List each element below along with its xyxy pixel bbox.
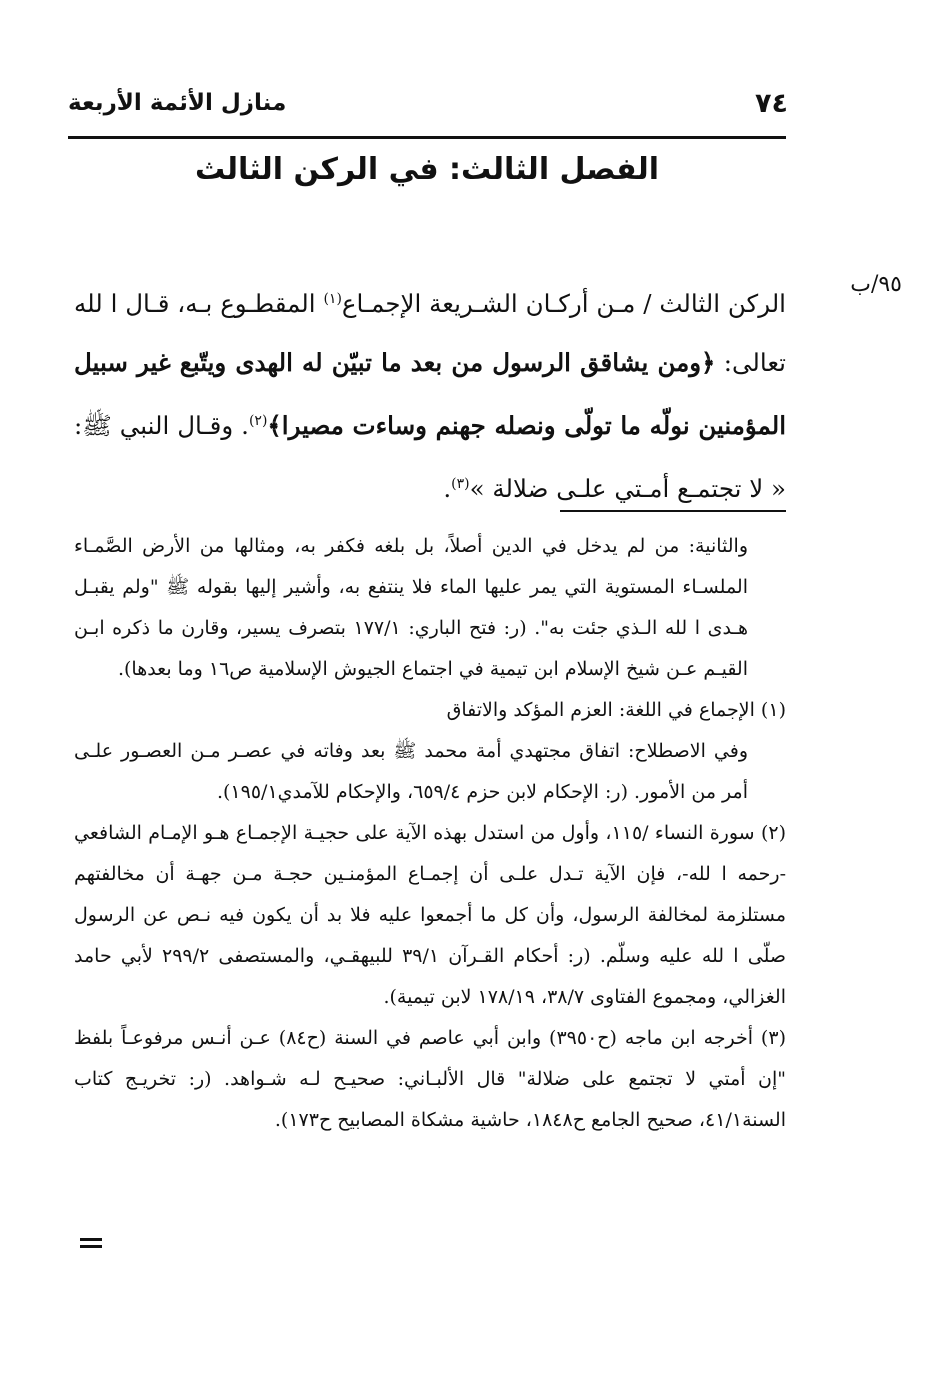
page-number: ٧٤ — [755, 88, 788, 119]
footnote-2: (٢) سورة النساء /١١٥، وأول من استدل بهذه الآية على حجيـة الإجمـاع هـو الإمـام الشافعي -رحمه ا لله-، فإن الآية تـدل علـى أن إجمـاع المؤمنـين حجـة مـن جهـة أن مخالفتهم مستلزمة لمخالفة الرسول، وأن كل ما أجمعوا عليه فلا بد أن يكون فيه نـص عن الرسول صلّى ا لله عليه وسلّم. (ر: أحكام القـرآن ٣٩/١ للبيهقـي، والمستصفى ٢٩٩/٢ لأبي حامد الغزالي، ومجموع الفتاوى ٣٨/٧، ١٧٨/١٩ لابن تيمية). — [74, 822, 786, 1008]
section-end-mark — [80, 1236, 102, 1250]
main-text-part: . — [443, 474, 452, 504]
running-header — [68, 88, 788, 126]
main-paragraph — [74, 270, 786, 518]
footnote-ref-2[interactable]: (٢) — [248, 413, 268, 430]
footnote-continuation: والثانية: من لم يدخل في الدين أصلاً، بل بلغه فكفر به، ومثالها من الأرض الصَّمـاء الملسـاء المستوية التي يمر عليها الماء فلا ينتفع به، وأشير إليها بقوله ﷺ "ولم يقبـل هـدى ا لله الـذي جئت به". (ر: فتح الباري: ١٧٧/١ بتصرف يسير، وقارن ما ذكره ابـن القيـم عـن شيخ الإسلام ابن تيمية في اجتماع الجيوش الإسلامية ص١٦ وما بعدها). — [74, 535, 749, 680]
footnote-3: (٣) أخرجه ابن ماجه (ح٣٩٥٠) وابن أبي عاصم في السنة (ح٨٤) عـن أنـس مرفوعـاً بلفظ "إن أمتي لا تجتمع على ضلالة" قال الألبـاني: صحيـح لـه شـواهد. (ر: تخريـج كتاب السنة٤١/١، صحيح الجامع ح١٨٤٨، حاشية مشكاة المصابيح ح١٧٣). — [74, 1027, 786, 1131]
book-title: منازل الأئمة الأربعة — [68, 90, 287, 116]
chapter-title: الفصل الثالث: في الركن الثالث — [194, 152, 660, 187]
footnote-1-definition: وفي الاصطلاح: اتفاق مجتهدي أمة محمد ﷺ بعد وفاته في عصـر مـن العصـور علـى أمر من الأمور. (ر: الإحكام لابن حزم ٦٥٩/٤، والإحكام للآمدي١٩٥/١). — [74, 740, 748, 803]
quran-verse: ﴿ومن يشاقق الرسول من بعد ما تبيّن له الهدى ويتّبع غير سبيل المؤمنين نولّه ما تولّى ونصله جهنم وساءت مصيرا﴾ — [74, 348, 787, 441]
footnote-ref-1[interactable]: (١) — [323, 291, 342, 307]
manuscript-folio-ref: ٩٥/ب — [850, 272, 902, 297]
main-text-part: . وقـال النبي ﷺ: « لا تجتمـع أمـتي علـى ضلالة » — [74, 411, 786, 504]
main-text-part: المقطـوع بـه، قـال ا لله تعالى: — [74, 289, 786, 378]
footnote-ref-3[interactable]: (٣) — [451, 476, 470, 493]
main-text-part: الركن الثالث / مـن أركـان الشـريعة الإجمـاع — [341, 289, 786, 319]
footnotes-section — [74, 526, 786, 1141]
header-rule — [68, 136, 786, 139]
footnote-1: (١) الإجماع في اللغة: العزم المؤكد والاتفاق — [446, 699, 786, 721]
footnote-separator — [560, 510, 786, 512]
